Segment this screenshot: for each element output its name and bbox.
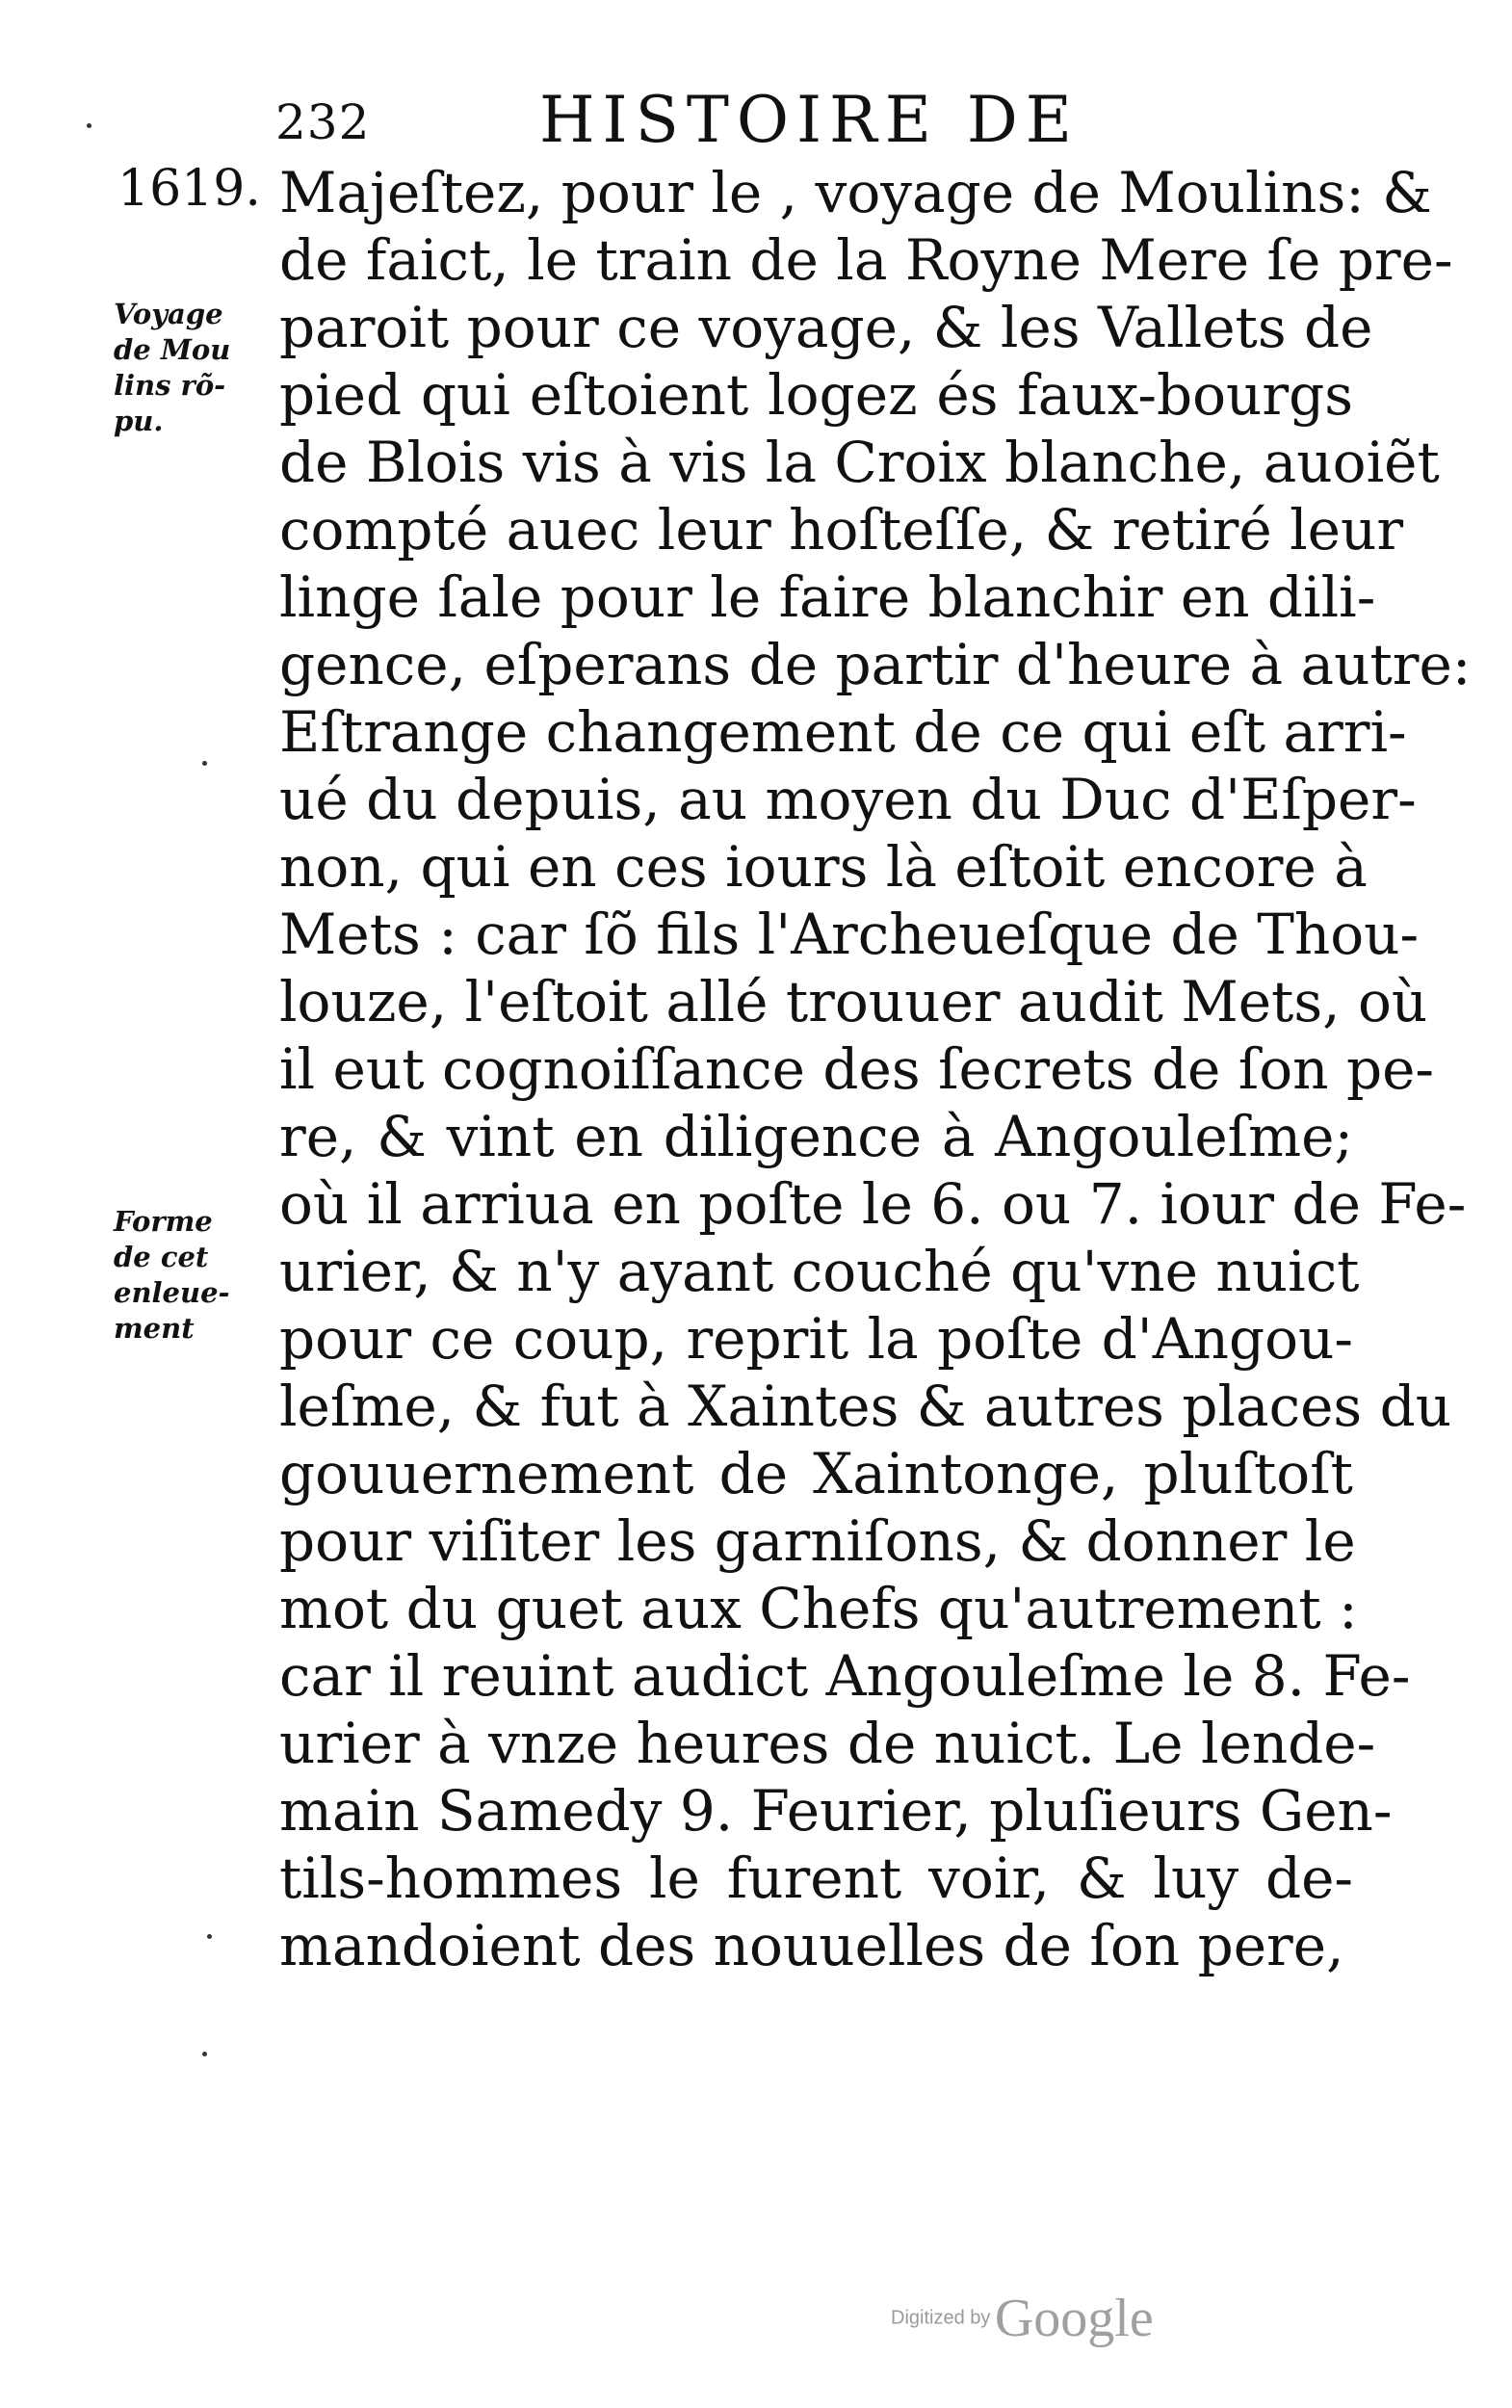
text-line: pour ce coup, reprit la poſte d'Angou- <box>279 1306 1353 1372</box>
text-line: Mets : car ſõ fils l'Archeueſque de Thou- <box>279 902 1420 967</box>
margin-note-line: enleue- <box>114 1276 230 1309</box>
body-text <box>279 159 1472 1979</box>
margin-note-line: lins rõ- <box>114 369 226 402</box>
text-line: pour viſiter les garniſons, & donner le <box>279 1508 1356 1574</box>
text-line: louze, l'eſtoit allé trouuer audit Mets, où <box>279 969 1428 1034</box>
margin-note-voyage <box>114 297 268 439</box>
text-line: Eſtrange changement de ce qui eſt arri- <box>279 699 1407 765</box>
text-line: leſme, & fut à Xaintes & autres places du <box>279 1374 1452 1439</box>
running-head: HISTOIRE DE <box>539 83 1080 157</box>
digitized-by-google-watermark <box>891 2288 1154 2349</box>
page-number: 232 <box>275 94 371 150</box>
watermark-prefix: Digitized by <box>891 2307 991 2329</box>
margin-year: 1619. <box>117 160 261 218</box>
margin-note-forme <box>114 1204 268 1347</box>
margin-note-line: de Mou <box>114 333 231 366</box>
text-line: mandoient des nouuelles de ſon pere, <box>279 1913 1344 1978</box>
text-line: où il arriua en poſte le 6. ou 7. iour de Fe- <box>279 1171 1467 1237</box>
text-line: Majeſtez, pour le , voyage de Moulins: & <box>279 160 1432 225</box>
stray-mark <box>207 1934 212 1939</box>
stray-mark <box>202 2052 207 2056</box>
margin-note-line: ment <box>114 1312 195 1345</box>
text-line: gence, eſperans de partir d'heure à autre: <box>279 632 1472 697</box>
margin-note-line: de cet <box>114 1241 209 1273</box>
margin-note-line: pu. <box>114 405 164 437</box>
text-line: mot du guet aux Chefs qu'autrement : <box>279 1576 1358 1641</box>
text-line: compté auec leur hoſteſſe, & retiré leur <box>279 497 1404 563</box>
text-line: gouuernement de Xaintonge, pluſtoſt <box>279 1441 1353 1506</box>
text-line: urier à vnze heures de nuict. Le lende- <box>279 1711 1376 1776</box>
text-line: ué du depuis, au moyen du Duc d'Eſper- <box>279 767 1417 832</box>
text-line: tils-hommes le furent voir, & luy de- <box>279 1845 1353 1911</box>
text-line: pied qui eſtoient logez és faux-bourgs <box>279 362 1353 428</box>
text-line: il eut cognoiſſance des ſecrets de ſon pe- <box>279 1036 1435 1102</box>
text-line: non, qui en ces iours là eſtoit encore à <box>279 834 1368 900</box>
text-line: re, & vint en diligence à Angouleſme; <box>279 1104 1353 1169</box>
text-line: car il reuint audict Angouleſme le 8. Fe- <box>279 1643 1411 1709</box>
margin-note-line: Forme <box>114 1205 213 1238</box>
text-line: linge ſale pour le faire blanchir en dili- <box>279 564 1376 630</box>
text-line: urier, & n'y ayant couché qu'vne nuict <box>279 1239 1360 1304</box>
margin-note-line: Voyage <box>114 298 223 330</box>
text-line: de faict, le train de la Royne Mere ſe pre- <box>279 227 1453 293</box>
text-line: de Blois vis à vis la Croix blanche, auoiẽt <box>279 430 1440 495</box>
text-line: main Samedy 9. Feurier, pluſieurs Gen- <box>279 1778 1393 1844</box>
stray-mark <box>87 123 91 128</box>
google-logo: Google <box>994 2289 1154 2348</box>
stray-mark <box>202 761 207 766</box>
text-line: paroit pour ce voyage, & les Vallets de <box>279 295 1373 360</box>
